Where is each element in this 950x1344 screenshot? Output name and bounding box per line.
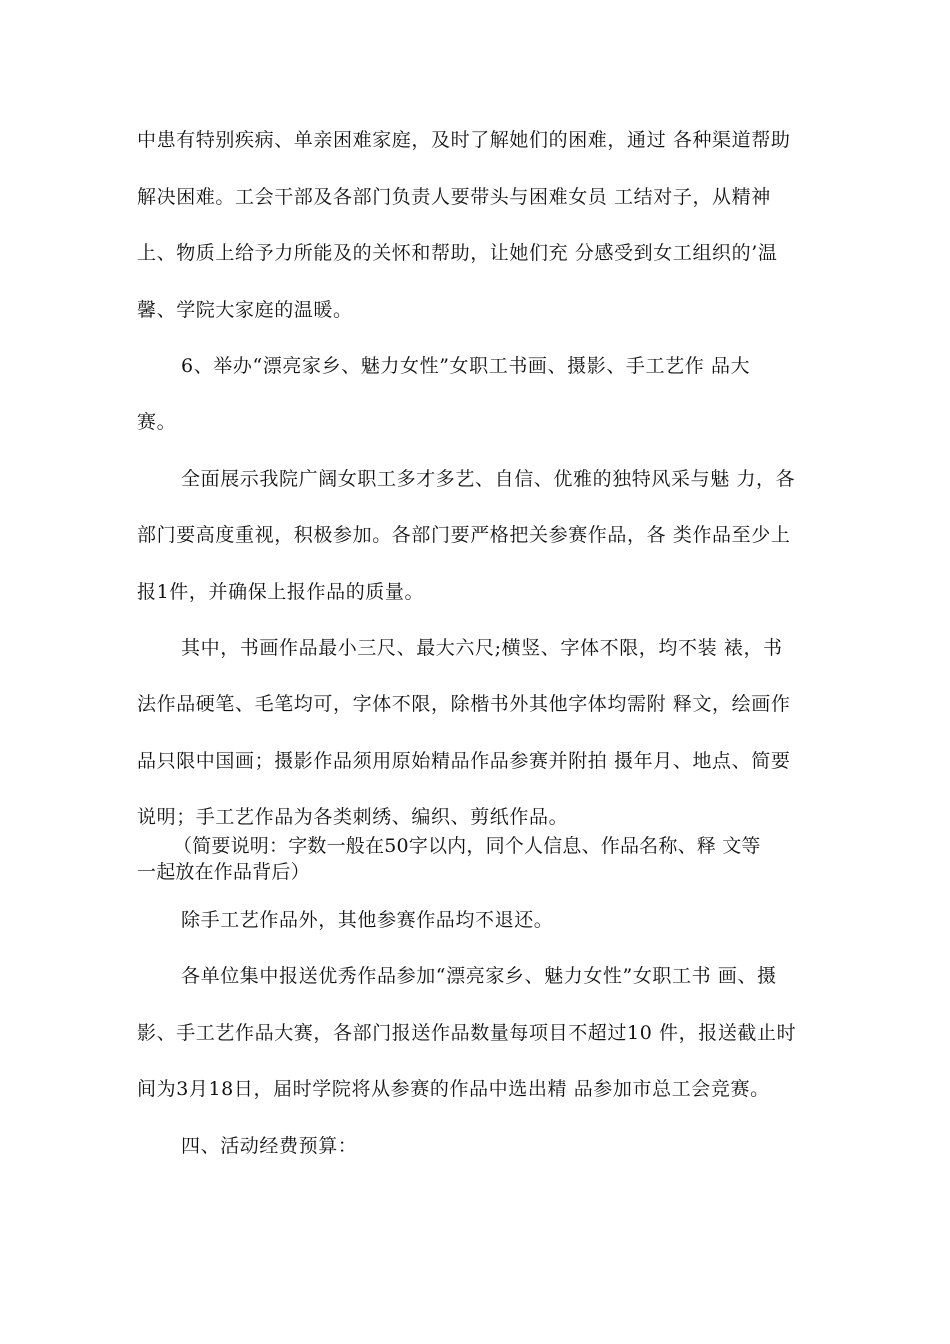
text-line: 馨、学院大家庭的温暖。 bbox=[137, 299, 353, 321]
section-heading: 6、举办“漂亮家乡、魅力女性”女职工书画、摄影、手工艺作 品大 bbox=[181, 355, 751, 377]
text-line: 其中，书画作品最小三尺、最大六尺;横竖、字体不限，均不装 裱，书 bbox=[181, 637, 783, 659]
text-line: 法作品硬笔、毛笔均可，字体不限，除楷书外其他字体均需附 释文，绘画作 bbox=[137, 693, 791, 715]
text-line: 报1件，并确保上报作品的质量。 bbox=[137, 581, 425, 603]
note-line: 一起放在作品背后） bbox=[137, 861, 310, 883]
note-line: （简要说明：字数一般在50字以内，同个人信息、作品名称、释 文等 bbox=[173, 835, 761, 857]
text-line: 赛。 bbox=[137, 411, 177, 433]
text-line: 中患有特别疾病、单亲困难家庭，及时了解她们的困难，通过 各种渠道帮助 bbox=[137, 129, 791, 151]
text-line: 上、物质上给予力所能及的关怀和帮助，让她们充 分感受到女工组织的’温 bbox=[137, 242, 778, 264]
text-line: 影、手工艺作品大赛，各部门报送作品数量每项目不超过10 件，报送截止时 bbox=[137, 1022, 797, 1044]
text-line: 说明；手工艺作品为各类刺绣、编织、剪纸作品。 bbox=[137, 806, 569, 828]
text-line: 间为3月18日，届时学院将从参赛的作品中选出精 品参加市总工会竞赛。 bbox=[137, 1078, 770, 1100]
text-line: 全面展示我院广阔女职工多才多艺、自信、优雅的独特风采与魅 力，各 bbox=[181, 468, 796, 490]
text-line: 除手工艺作品外，其他参赛作品均不退还。 bbox=[181, 909, 554, 931]
text-line: 解决困难。工会干部及各部门负责人要带头与困难女员 工结对子，从精神 bbox=[137, 186, 771, 208]
text-line: 各单位集中报送优秀作品参加“漂亮家乡、魅力女性”女职工书 画、摄 bbox=[181, 965, 777, 987]
text-line: 部门要高度重视，积极参加。各部门要严格把关参赛作品，各 类作品至少上 bbox=[137, 524, 791, 546]
text-line: 品只限中国画；摄影作品须用原始精品作品参赛并附拍 摄年月、地点、简要 bbox=[137, 750, 791, 772]
section-heading: 四、活动经费预算： bbox=[181, 1135, 358, 1157]
